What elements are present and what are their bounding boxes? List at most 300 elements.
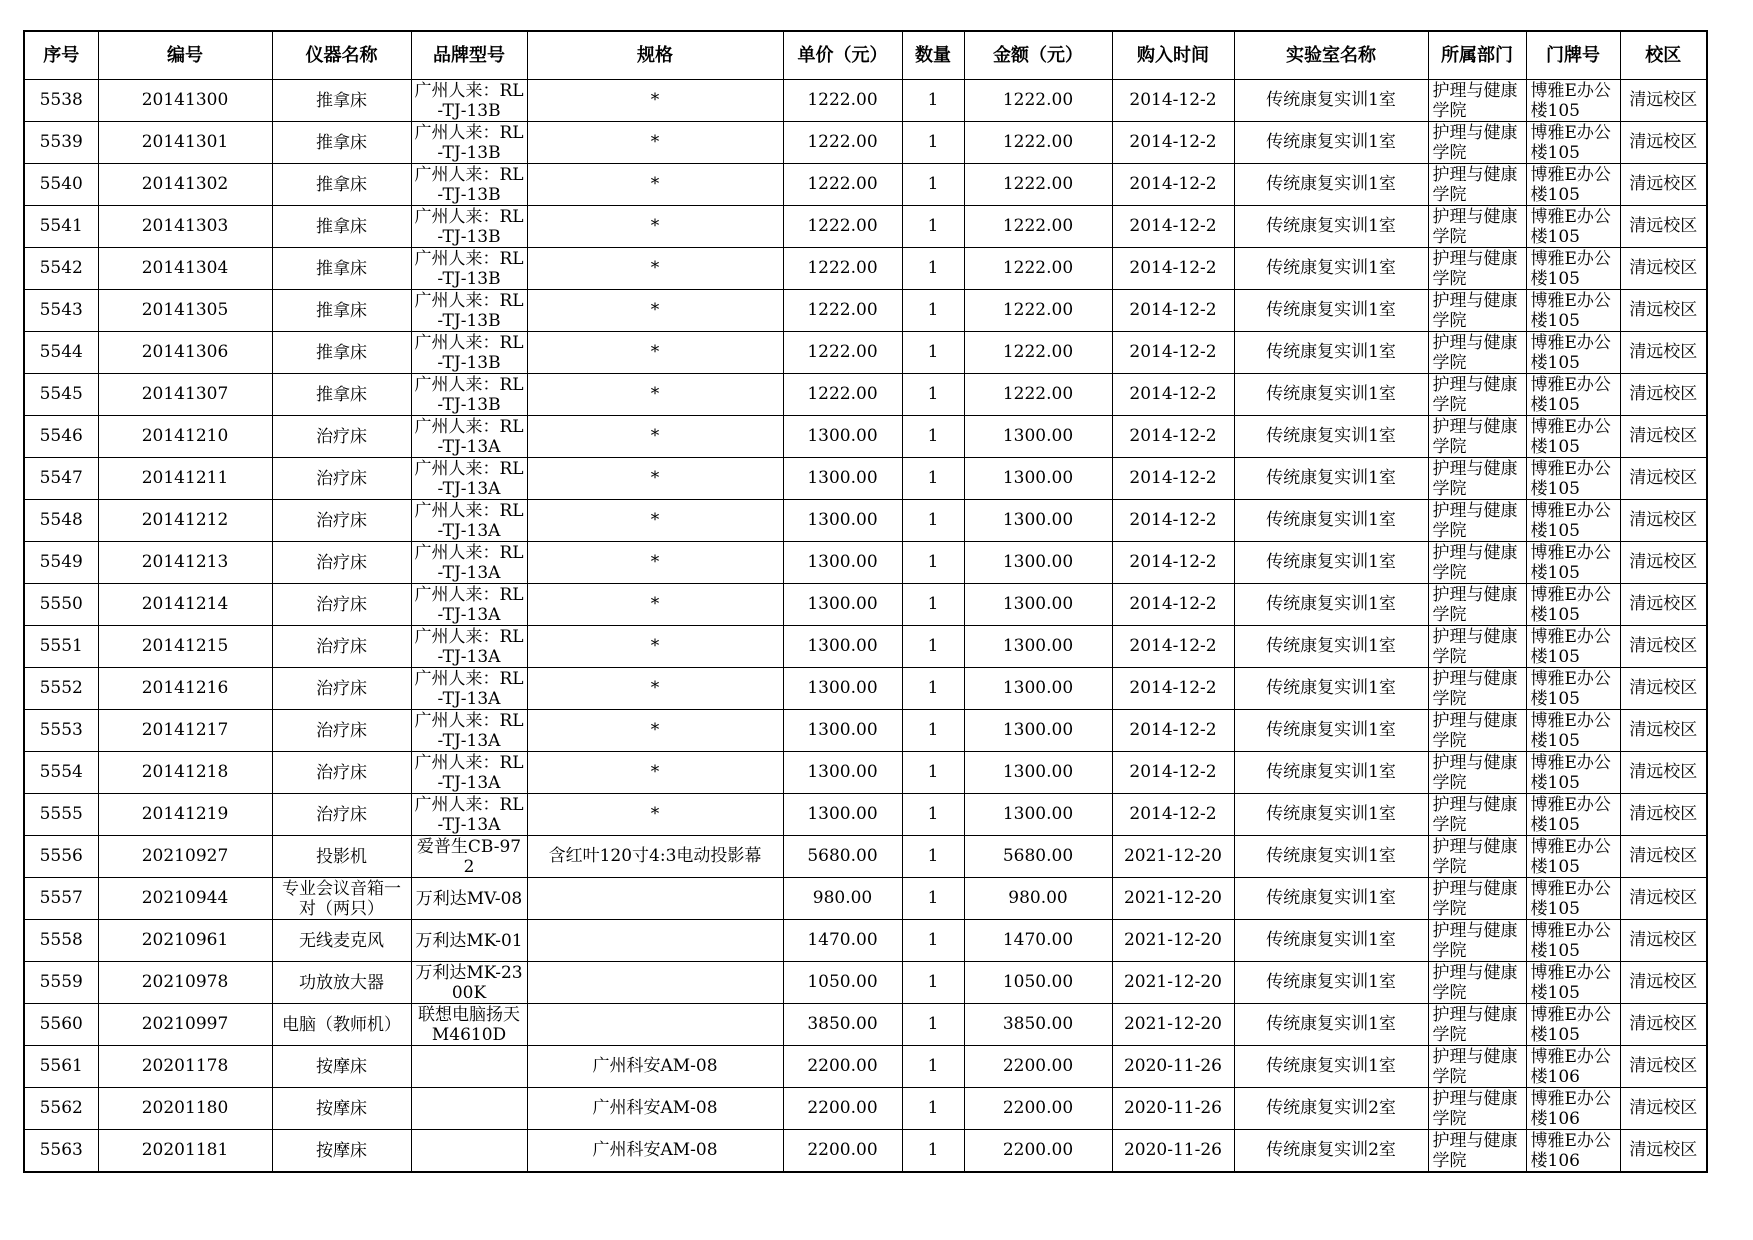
cell-col-purchase-date: 2014-12-2 (1112, 290, 1234, 332)
cell-col-code: 20210927 (98, 836, 272, 878)
cell-col-seq: 5551 (24, 626, 98, 668)
cell-text: 广州人来：RL-TJ-13A (414, 584, 524, 625)
cell-text: 博雅E办公楼105 (1530, 962, 1611, 1003)
cell-col-room-number (1526, 290, 1620, 332)
table-row (24, 122, 1707, 164)
cell-col-department (1428, 920, 1526, 962)
cell-col-unit-price: 1300.00 (783, 668, 902, 710)
cell-col-room-number (1526, 1046, 1620, 1088)
cell-text: 爱普生CB-972 (416, 836, 522, 877)
cell-col-spec: * (527, 248, 783, 290)
cell-text: 按摩床 (316, 1056, 367, 1077)
cell-col-instrument-name (272, 1046, 411, 1088)
cell-text: 博雅E办公楼105 (1530, 290, 1611, 331)
cell-col-room-number (1526, 206, 1620, 248)
cell-col-department (1428, 752, 1526, 794)
header-col-purchase-date: 购入时间 (1112, 31, 1234, 80)
cell-col-quantity: 1 (902, 584, 964, 626)
cell-text: 广州人来：RL-TJ-13A (414, 752, 524, 793)
table-row (24, 374, 1707, 416)
cell-text: 博雅E办公楼105 (1530, 248, 1611, 289)
cell-col-unit-price: 1300.00 (783, 752, 902, 794)
cell-col-brand-model (411, 920, 527, 962)
table-row (24, 1088, 1707, 1130)
cell-col-purchase-date: 2021-12-20 (1112, 1004, 1234, 1046)
cell-col-purchase-date: 2014-12-2 (1112, 710, 1234, 752)
cell-col-spec: * (527, 500, 783, 542)
cell-col-department (1428, 668, 1526, 710)
cell-col-amount: 1050.00 (964, 962, 1112, 1004)
cell-col-code: 20210944 (98, 878, 272, 920)
cell-col-lab-name: 传统康复实训1室 (1234, 584, 1428, 626)
cell-text: 按摩床 (316, 1098, 367, 1119)
cell-col-campus: 清远校区 (1620, 458, 1707, 500)
cell-col-campus: 清远校区 (1620, 416, 1707, 458)
cell-col-lab-name: 传统康复实训1室 (1234, 500, 1428, 542)
cell-col-campus: 清远校区 (1620, 500, 1707, 542)
cell-text: 推拿床 (316, 384, 367, 405)
cell-col-unit-price: 1222.00 (783, 122, 902, 164)
header-col-seq: 序号 (24, 31, 98, 80)
cell-col-quantity: 1 (902, 290, 964, 332)
cell-text: 万利达MV-08 (415, 888, 523, 909)
cell-text: 护理与健康学院 (1432, 962, 1518, 1003)
cell-col-department (1428, 206, 1526, 248)
cell-col-spec (527, 920, 783, 962)
cell-col-seq: 5541 (24, 206, 98, 248)
cell-col-amount: 1300.00 (964, 584, 1112, 626)
cell-col-campus: 清远校区 (1620, 206, 1707, 248)
cell-text: 护理与健康学院 (1432, 836, 1518, 877)
cell-col-quantity: 1 (902, 836, 964, 878)
cell-text: 广州人来：RL-TJ-13B (414, 332, 524, 373)
cell-col-brand-model (411, 1004, 527, 1046)
cell-text: 博雅E办公楼105 (1530, 836, 1611, 877)
cell-col-amount: 1300.00 (964, 794, 1112, 836)
table-row (24, 584, 1707, 626)
header-col-amount: 金额（元） (964, 31, 1112, 80)
header-col-campus: 校区 (1620, 31, 1707, 80)
cell-col-seq: 5560 (24, 1004, 98, 1046)
cell-col-department (1428, 458, 1526, 500)
cell-text: 广州人来：RL-TJ-13B (414, 374, 524, 415)
cell-col-purchase-date: 2021-12-20 (1112, 962, 1234, 1004)
cell-col-brand-model (411, 962, 527, 1004)
cell-text: 护理与健康学院 (1432, 710, 1518, 751)
cell-text: 博雅E办公楼105 (1530, 920, 1611, 961)
cell-col-seq: 5539 (24, 122, 98, 164)
cell-text: 护理与健康学院 (1432, 878, 1518, 919)
cell-col-campus: 清远校区 (1620, 626, 1707, 668)
cell-col-code: 20141215 (98, 626, 272, 668)
cell-col-campus: 清远校区 (1620, 542, 1707, 584)
cell-col-unit-price: 1300.00 (783, 710, 902, 752)
cell-text: 推拿床 (316, 174, 367, 195)
cell-col-brand-model (411, 626, 527, 668)
cell-col-lab-name: 传统康复实训1室 (1234, 920, 1428, 962)
cell-col-campus: 清远校区 (1620, 794, 1707, 836)
cell-col-spec: * (527, 458, 783, 500)
cell-col-quantity: 1 (902, 374, 964, 416)
cell-col-campus: 清远校区 (1620, 1130, 1707, 1173)
table-row (24, 206, 1707, 248)
cell-col-unit-price: 1300.00 (783, 584, 902, 626)
cell-col-quantity: 1 (902, 542, 964, 584)
header-row (24, 31, 1707, 80)
cell-text: 博雅E办公楼105 (1530, 122, 1611, 163)
cell-text: 护理与健康学院 (1432, 1130, 1518, 1171)
cell-col-lab-name: 传统康复实训1室 (1234, 1004, 1428, 1046)
cell-col-spec: * (527, 626, 783, 668)
cell-col-unit-price: 5680.00 (783, 836, 902, 878)
table-row (24, 752, 1707, 794)
cell-col-department (1428, 626, 1526, 668)
cell-col-room-number (1526, 752, 1620, 794)
cell-col-brand-model (411, 248, 527, 290)
cell-col-lab-name: 传统康复实训2室 (1234, 1088, 1428, 1130)
cell-col-lab-name: 传统康复实训1室 (1234, 836, 1428, 878)
table-row (24, 710, 1707, 752)
cell-text: 治疗床 (316, 678, 367, 699)
cell-col-unit-price: 1470.00 (783, 920, 902, 962)
cell-col-seq: 5552 (24, 668, 98, 710)
cell-col-instrument-name (272, 836, 411, 878)
cell-col-campus: 清远校区 (1620, 752, 1707, 794)
cell-col-brand-model (411, 1046, 527, 1088)
cell-col-department (1428, 164, 1526, 206)
cell-text: 广州人来：RL-TJ-13B (414, 122, 524, 163)
cell-col-seq: 5542 (24, 248, 98, 290)
cell-col-amount: 1222.00 (964, 80, 1112, 122)
cell-text: 博雅E办公楼105 (1530, 164, 1611, 205)
table-row (24, 500, 1707, 542)
cell-col-lab-name: 传统康复实训1室 (1234, 416, 1428, 458)
cell-col-purchase-date: 2014-12-2 (1112, 626, 1234, 668)
cell-col-quantity: 1 (902, 668, 964, 710)
cell-text: 广州人来：RL-TJ-13A (414, 542, 524, 583)
cell-col-spec (527, 1004, 783, 1046)
cell-col-amount: 1300.00 (964, 626, 1112, 668)
cell-col-quantity: 1 (902, 1046, 964, 1088)
cell-col-department (1428, 332, 1526, 374)
cell-col-spec: * (527, 332, 783, 374)
cell-col-unit-price: 1300.00 (783, 416, 902, 458)
cell-text: 护理与健康学院 (1432, 206, 1518, 247)
table-row (24, 878, 1707, 920)
cell-text: 推拿床 (316, 132, 367, 153)
cell-col-instrument-name (272, 374, 411, 416)
cell-col-brand-model (411, 80, 527, 122)
cell-text: 按摩床 (316, 1140, 367, 1161)
cell-col-quantity: 1 (902, 416, 964, 458)
cell-text: 护理与健康学院 (1432, 458, 1518, 499)
cell-col-unit-price: 2200.00 (783, 1130, 902, 1173)
cell-col-lab-name: 传统康复实训1室 (1234, 878, 1428, 920)
cell-col-unit-price: 2200.00 (783, 1088, 902, 1130)
cell-text: 推拿床 (316, 258, 367, 279)
cell-col-department (1428, 500, 1526, 542)
cell-text: 推拿床 (316, 216, 367, 237)
cell-col-code: 20201181 (98, 1130, 272, 1173)
cell-col-brand-model (411, 458, 527, 500)
cell-col-department (1428, 416, 1526, 458)
cell-text: 万利达MK-01 (415, 930, 523, 951)
cell-col-department (1428, 1046, 1526, 1088)
cell-text: 博雅E办公楼105 (1530, 668, 1611, 709)
cell-col-code: 20210997 (98, 1004, 272, 1046)
table-row (24, 164, 1707, 206)
cell-col-lab-name: 传统康复实训1室 (1234, 1046, 1428, 1088)
table-row (24, 836, 1707, 878)
cell-text: 广州人来：RL-TJ-13B (414, 248, 524, 289)
cell-col-spec: * (527, 206, 783, 248)
cell-col-unit-price: 1300.00 (783, 458, 902, 500)
table-row (24, 1130, 1707, 1173)
cell-col-department (1428, 122, 1526, 164)
cell-col-amount: 3850.00 (964, 1004, 1112, 1046)
cell-text: 博雅E办公楼105 (1530, 1004, 1611, 1045)
cell-col-lab-name: 传统康复实训1室 (1234, 164, 1428, 206)
cell-col-code: 20201178 (98, 1046, 272, 1088)
cell-col-campus: 清远校区 (1620, 1088, 1707, 1130)
cell-col-brand-model (411, 542, 527, 584)
cell-col-department (1428, 374, 1526, 416)
cell-col-purchase-date: 2020-11-26 (1112, 1130, 1234, 1173)
cell-col-purchase-date: 2014-12-2 (1112, 458, 1234, 500)
equipment-table-sheet (23, 30, 1708, 1173)
cell-col-unit-price: 1300.00 (783, 626, 902, 668)
cell-col-purchase-date: 2014-12-2 (1112, 500, 1234, 542)
cell-text: 博雅E办公楼106 (1530, 1046, 1611, 1087)
table-row (24, 668, 1707, 710)
cell-col-seq: 5559 (24, 962, 98, 1004)
cell-text: 护理与健康学院 (1432, 290, 1518, 331)
cell-col-amount: 1300.00 (964, 500, 1112, 542)
cell-col-seq: 5556 (24, 836, 98, 878)
cell-col-brand-model (411, 836, 527, 878)
cell-col-purchase-date: 2014-12-2 (1112, 416, 1234, 458)
cell-text: 电脑（教师机） (282, 1014, 401, 1035)
cell-col-spec: * (527, 122, 783, 164)
cell-text: 博雅E办公楼105 (1530, 80, 1611, 121)
cell-col-code: 20141211 (98, 458, 272, 500)
cell-col-instrument-name (272, 332, 411, 374)
cell-col-lab-name: 传统康复实训1室 (1234, 332, 1428, 374)
table-row (24, 920, 1707, 962)
header-col-department: 所属部门 (1428, 31, 1526, 80)
cell-text: 博雅E办公楼105 (1530, 416, 1611, 457)
cell-col-quantity: 1 (902, 962, 964, 1004)
cell-col-lab-name: 传统康复实训2室 (1234, 1130, 1428, 1173)
cell-text: 投影机 (316, 846, 367, 867)
cell-col-campus: 清远校区 (1620, 164, 1707, 206)
cell-text: 护理与健康学院 (1432, 80, 1518, 121)
cell-col-purchase-date: 2021-12-20 (1112, 920, 1234, 962)
cell-col-brand-model (411, 122, 527, 164)
cell-col-amount: 2200.00 (964, 1088, 1112, 1130)
cell-col-amount: 1222.00 (964, 206, 1112, 248)
cell-col-brand-model (411, 416, 527, 458)
cell-col-amount: 2200.00 (964, 1130, 1112, 1173)
cell-col-quantity: 1 (902, 710, 964, 752)
cell-text: 护理与健康学院 (1432, 668, 1518, 709)
cell-col-campus: 清远校区 (1620, 374, 1707, 416)
cell-col-instrument-name (272, 290, 411, 332)
cell-col-seq: 5555 (24, 794, 98, 836)
table-row (24, 80, 1707, 122)
cell-col-code: 20210978 (98, 962, 272, 1004)
cell-col-lab-name: 传统康复实训1室 (1234, 794, 1428, 836)
cell-col-spec (527, 878, 783, 920)
cell-col-quantity: 1 (902, 626, 964, 668)
cell-col-unit-price: 1222.00 (783, 248, 902, 290)
cell-col-amount: 980.00 (964, 878, 1112, 920)
cell-col-campus: 清远校区 (1620, 962, 1707, 1004)
cell-col-amount: 1222.00 (964, 122, 1112, 164)
cell-col-quantity: 1 (902, 500, 964, 542)
cell-col-room-number (1526, 500, 1620, 542)
cell-col-quantity: 1 (902, 332, 964, 374)
cell-col-lab-name: 传统康复实训1室 (1234, 458, 1428, 500)
cell-col-quantity: 1 (902, 80, 964, 122)
cell-col-instrument-name (272, 1004, 411, 1046)
cell-col-quantity: 1 (902, 752, 964, 794)
cell-col-instrument-name (272, 1130, 411, 1173)
cell-col-unit-price: 3850.00 (783, 1004, 902, 1046)
cell-text: 广州人来：RL-TJ-13A (414, 626, 524, 667)
cell-col-amount: 1222.00 (964, 332, 1112, 374)
cell-col-unit-price: 2200.00 (783, 1046, 902, 1088)
cell-text: 护理与健康学院 (1432, 248, 1518, 289)
cell-col-room-number (1526, 1088, 1620, 1130)
cell-col-code: 20201180 (98, 1088, 272, 1130)
cell-col-code: 20141304 (98, 248, 272, 290)
cell-col-quantity: 1 (902, 794, 964, 836)
cell-col-unit-price: 1222.00 (783, 80, 902, 122)
cell-col-spec: * (527, 290, 783, 332)
cell-text: 治疗床 (316, 468, 367, 489)
cell-col-quantity: 1 (902, 458, 964, 500)
cell-col-seq: 5543 (24, 290, 98, 332)
cell-text: 广州人来：RL-TJ-13B (414, 164, 524, 205)
cell-col-spec: * (527, 794, 783, 836)
cell-col-lab-name: 传统康复实训1室 (1234, 542, 1428, 584)
cell-col-amount: 1300.00 (964, 458, 1112, 500)
cell-col-quantity: 1 (902, 1130, 964, 1173)
cell-col-unit-price: 1300.00 (783, 794, 902, 836)
cell-col-instrument-name (272, 500, 411, 542)
cell-col-seq: 5548 (24, 500, 98, 542)
cell-text: 博雅E办公楼106 (1530, 1130, 1611, 1171)
cell-text: 博雅E办公楼105 (1530, 500, 1611, 541)
table-row (24, 416, 1707, 458)
cell-col-amount: 1222.00 (964, 374, 1112, 416)
header-col-unit-price: 单价（元） (783, 31, 902, 80)
cell-text: 护理与健康学院 (1432, 542, 1518, 583)
cell-col-room-number (1526, 416, 1620, 458)
cell-col-unit-price: 1300.00 (783, 500, 902, 542)
cell-col-unit-price: 1050.00 (783, 962, 902, 1004)
cell-text: 功放放大器 (299, 972, 384, 993)
cell-col-instrument-name (272, 122, 411, 164)
cell-col-spec: * (527, 374, 783, 416)
cell-text: 广州人来：RL-TJ-13B (414, 290, 524, 331)
cell-col-seq: 5561 (24, 1046, 98, 1088)
cell-col-room-number (1526, 794, 1620, 836)
cell-col-room-number (1526, 836, 1620, 878)
cell-col-room-number (1526, 962, 1620, 1004)
cell-text: 治疗床 (316, 426, 367, 447)
cell-col-brand-model (411, 332, 527, 374)
header-col-code: 编号 (98, 31, 272, 80)
cell-col-code: 20141213 (98, 542, 272, 584)
cell-col-unit-price: 1300.00 (783, 542, 902, 584)
cell-col-brand-model (411, 710, 527, 752)
cell-col-instrument-name (272, 416, 411, 458)
cell-col-room-number (1526, 626, 1620, 668)
cell-col-instrument-name (272, 248, 411, 290)
cell-col-instrument-name (272, 920, 411, 962)
cell-col-code: 20141216 (98, 668, 272, 710)
cell-col-brand-model (411, 500, 527, 542)
cell-col-seq: 5547 (24, 458, 98, 500)
cell-col-code: 20210961 (98, 920, 272, 962)
cell-col-seq: 5562 (24, 1088, 98, 1130)
cell-col-seq: 5553 (24, 710, 98, 752)
cell-text: 专业会议音箱一对（两只） (282, 878, 401, 919)
cell-col-room-number (1526, 878, 1620, 920)
cell-text: 护理与健康学院 (1432, 374, 1518, 415)
cell-col-lab-name: 传统康复实训1室 (1234, 290, 1428, 332)
table-row (24, 1004, 1707, 1046)
cell-col-brand-model (411, 1088, 527, 1130)
cell-col-lab-name: 传统康复实训1室 (1234, 962, 1428, 1004)
cell-col-department (1428, 290, 1526, 332)
cell-col-code: 20141217 (98, 710, 272, 752)
cell-col-instrument-name (272, 962, 411, 1004)
cell-col-purchase-date: 2014-12-2 (1112, 794, 1234, 836)
cell-col-spec: * (527, 584, 783, 626)
cell-col-purchase-date: 2020-11-26 (1112, 1046, 1234, 1088)
table-row (24, 332, 1707, 374)
cell-col-code: 20141212 (98, 500, 272, 542)
cell-col-lab-name: 传统康复实训1室 (1234, 80, 1428, 122)
cell-text: 治疗床 (316, 720, 367, 741)
cell-col-code: 20141218 (98, 752, 272, 794)
cell-col-amount: 1300.00 (964, 416, 1112, 458)
cell-col-seq: 5544 (24, 332, 98, 374)
cell-col-amount: 2200.00 (964, 1046, 1112, 1088)
cell-col-campus: 清远校区 (1620, 1046, 1707, 1088)
cell-col-brand-model (411, 878, 527, 920)
cell-col-purchase-date: 2014-12-2 (1112, 248, 1234, 290)
cell-text: 博雅E办公楼105 (1530, 878, 1611, 919)
cell-text: 博雅E办公楼105 (1530, 626, 1611, 667)
cell-text: 护理与健康学院 (1432, 500, 1518, 541)
cell-col-purchase-date: 2014-12-2 (1112, 542, 1234, 584)
cell-col-spec: 广州科安AM-08 (527, 1046, 783, 1088)
cell-col-brand-model (411, 752, 527, 794)
cell-col-code: 20141302 (98, 164, 272, 206)
cell-col-unit-price: 1222.00 (783, 206, 902, 248)
cell-col-room-number (1526, 332, 1620, 374)
cell-col-purchase-date: 2014-12-2 (1112, 122, 1234, 164)
cell-text: 护理与健康学院 (1432, 920, 1518, 961)
cell-col-room-number (1526, 584, 1620, 626)
cell-col-code: 20141210 (98, 416, 272, 458)
cell-text: 广州人来：RL-TJ-13A (414, 794, 524, 835)
cell-col-instrument-name (272, 164, 411, 206)
